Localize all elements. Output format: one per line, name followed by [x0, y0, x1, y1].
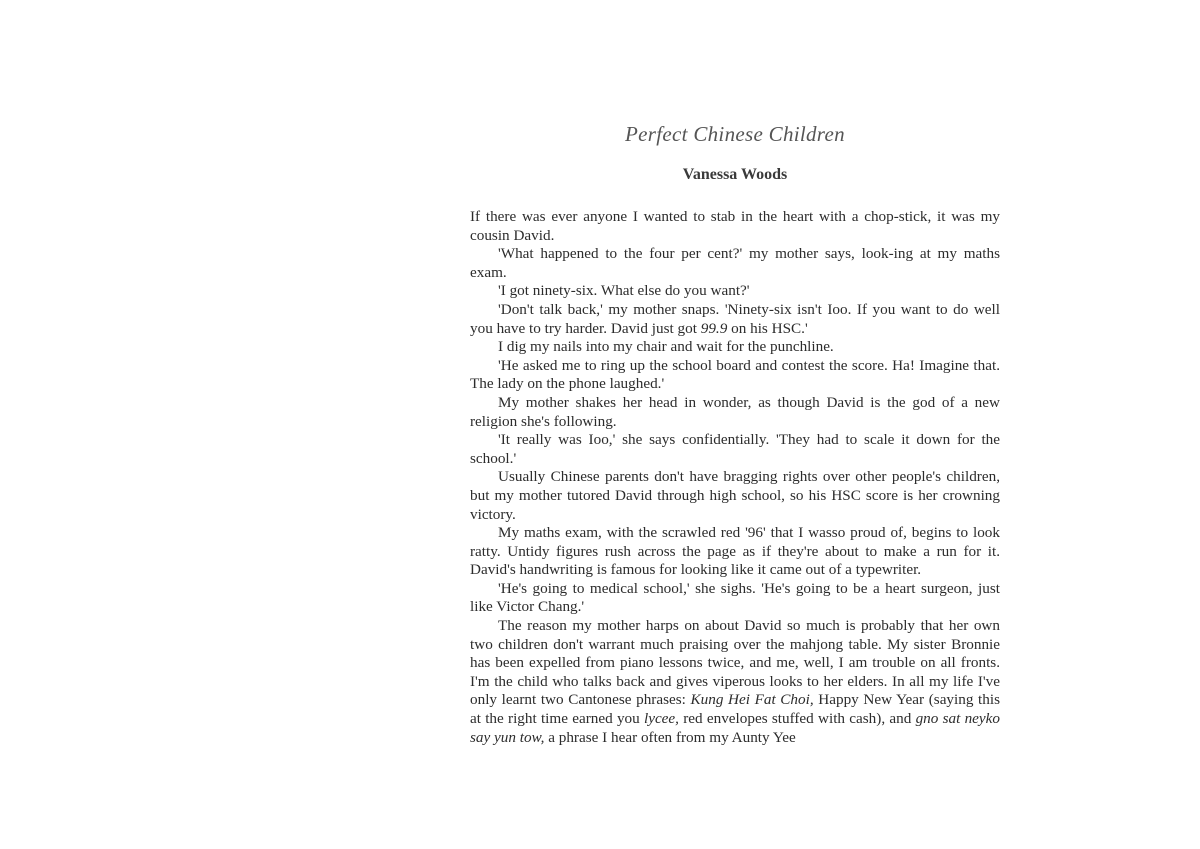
- text-run: 'It really was Ioo,' she says confidentially. 'They had to scale it down for the school.': [470, 431, 1000, 467]
- paragraph: [470, 617, 1000, 747]
- italic-phrase: Kung Hei Fat Choi,: [690, 691, 814, 709]
- italic-phrase: 99.9: [700, 319, 728, 337]
- text-run: 'I got ninety-six. What else do you want?': [498, 282, 750, 300]
- text-run: a phrase I hear often from my Aunty Yee: [544, 728, 796, 746]
- text-run: on his HSC.': [727, 319, 808, 337]
- text-run: My mother shakes her head in wonder, as though David is the god of a new religion she's following.: [470, 393, 1000, 430]
- text-run: Happy New Year (saying this at the right time earned you: [470, 691, 1000, 728]
- paragraph: [470, 580, 1000, 617]
- italic-phrase: lycee,: [643, 710, 679, 728]
- text-run: 'He's going to medical school,' she sighs. 'He's going to be a heart surgeon, just like Victor Chang.': [470, 579, 1000, 616]
- paragraph: [470, 338, 1000, 357]
- text-run: Usually Chinese parents don't have bragging rights over other people's children, but my mother tutored David through high school, so his HSC score is her crowning victory.: [470, 468, 1000, 523]
- paragraph: [470, 301, 1000, 338]
- paragraph: [470, 524, 1000, 580]
- text-run: 'Don't talk back,' my mother snaps. 'Ninety-six isn't Ioo. If you want to do well you have to try harder. David just got: [470, 300, 1000, 337]
- italic-phrase: gno sat neyko say yun tow,: [470, 710, 1000, 746]
- paragraph: [470, 357, 1000, 394]
- paragraph: [470, 208, 1000, 245]
- story-body: [470, 208, 1000, 747]
- text-run: 'He asked me to ring up the school board and contest the score. Ha! Imagine that. The lady on the phone laughed.': [470, 356, 1000, 393]
- text-run: red envelopes stuffed with cash), and: [678, 710, 916, 728]
- paragraph: [470, 468, 1000, 524]
- paragraph: [470, 245, 1000, 282]
- paragraph: [470, 394, 1000, 431]
- text-run: If there was ever anyone I wanted to stab in the heart with a chop-stick, it was my cousin David.: [470, 208, 1000, 244]
- paragraph: [470, 431, 1000, 468]
- text-run: The reason my mother harps on about David so much is probably that her own two children don't warrant much praising over the mahjong table. My sister Bronnie has been expelled from piano lessons twice, and me, well, I am trouble on all fronts. I'm the child who talks back and gives viperous looks to her elders. In all my life I've only learnt two Cantonese phrases:: [470, 617, 1000, 709]
- paragraph: [470, 282, 1000, 301]
- text-run: 'What happened to the four per cent?' my mother says, look-ing at my maths exam.: [470, 245, 1000, 281]
- story-title: Perfect Chinese Children: [625, 122, 845, 146]
- author-name: Vanessa Woods: [682, 166, 788, 183]
- text-run: I dig my nails into my chair and wait for the punchline.: [498, 338, 834, 356]
- text-run: My maths exam, with the scrawled red '96' that I wasso proud of, begins to look ratty. Untidy figures rush across the page as if they're about to make a run for it. David's handwriting is famous for looking like it came out of a typewriter.: [470, 524, 1000, 579]
